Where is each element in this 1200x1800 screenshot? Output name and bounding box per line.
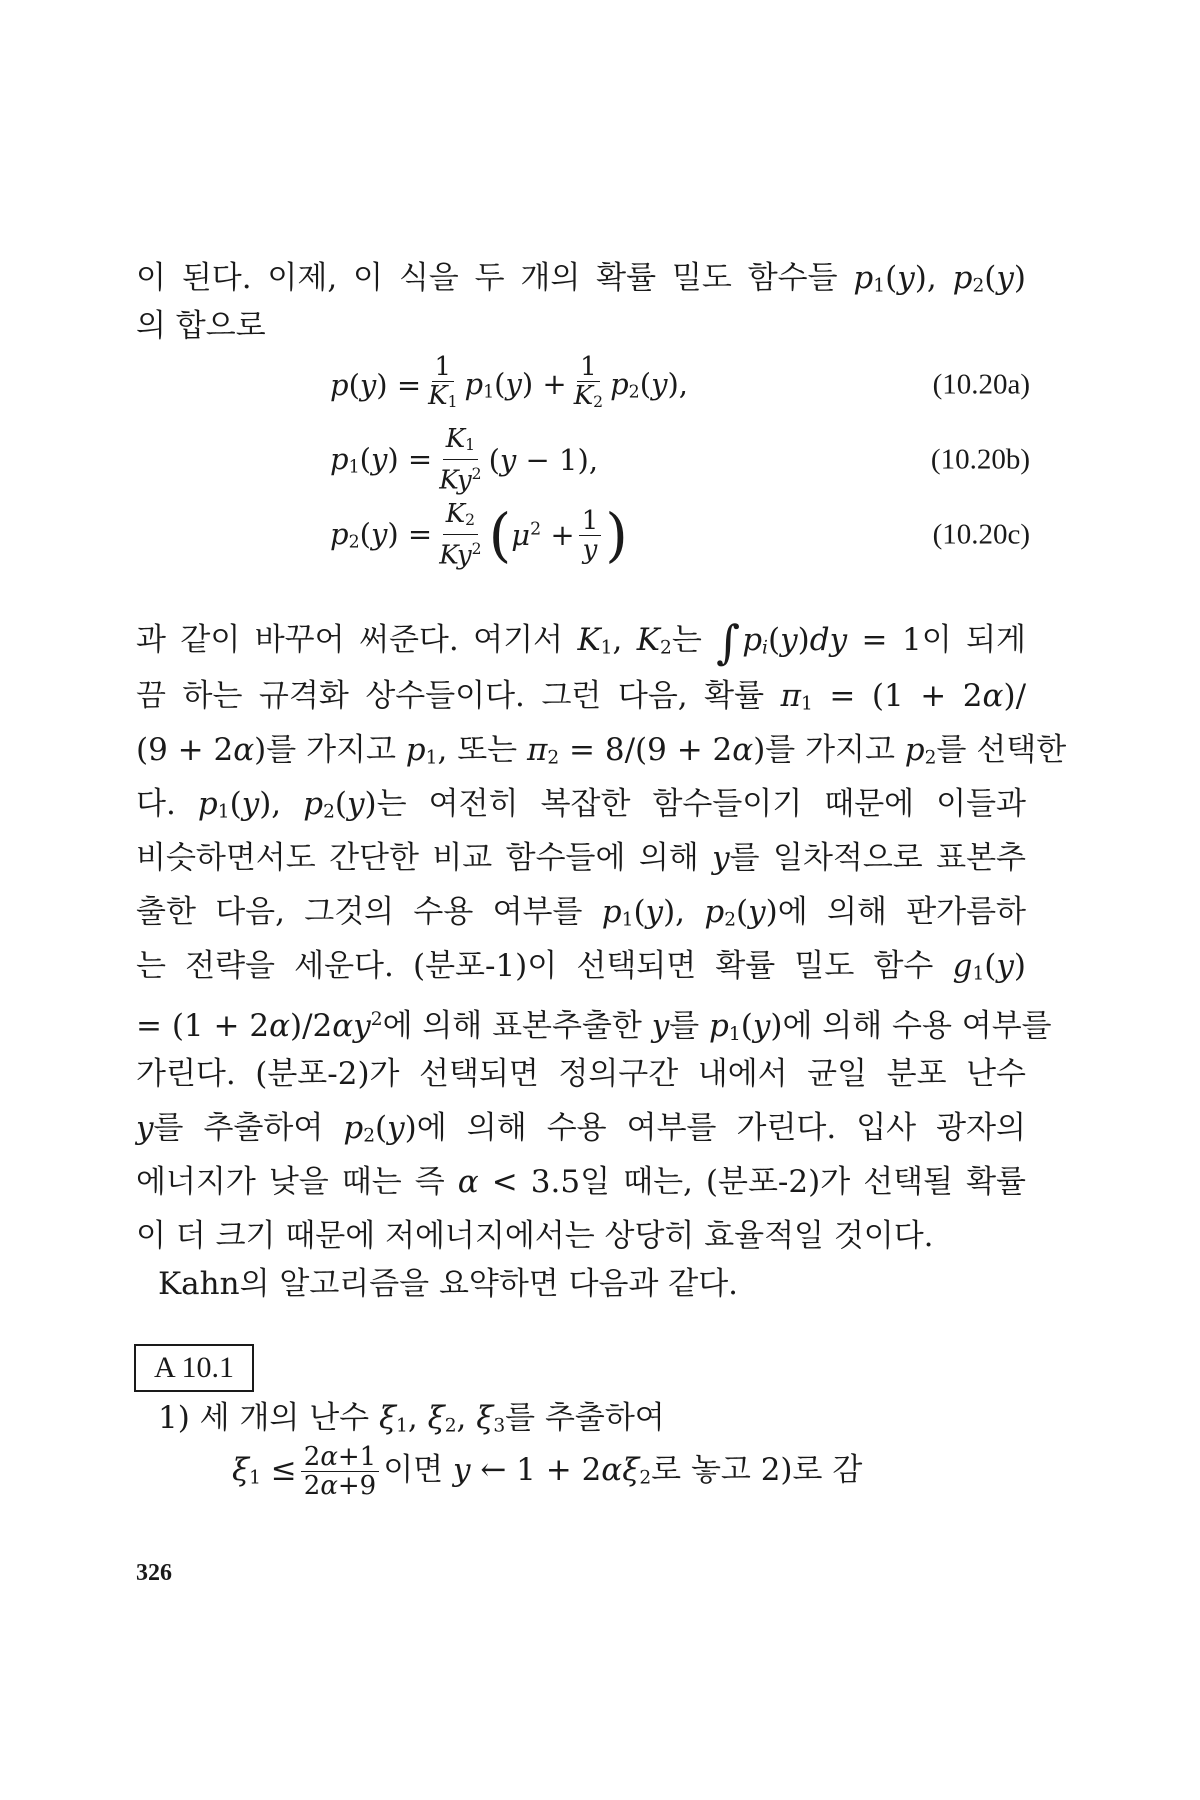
text-line: Kahn의 알고리즘을 요약하면 다음과 같다. xyxy=(158,1266,739,1302)
equation-10-20c: $p_2(y)$ = $\frac{K_2}{Ky^2}$ ( $\mu^2$ + $\frac{1}{y}$ ) (10.20c) xyxy=(330,499,1030,571)
algorithm-step-1: 1) 세 개의 난수 $\xi_1$, $\xi_2$, $\xi_3$를 추출하여 xyxy=(158,1400,665,1437)
text-line: 가린다. (분포-2)가 선택되면 정의구간 내에서 균일 분포 난수 xyxy=(136,1056,1026,1092)
text-line: 비슷하면서도 간단한 비교 함수들에 의해 y를 일차적으로 표본추 xyxy=(136,840,1027,876)
text-line: 에너지가 낮을 때는 즉 α < 3.5일 때는, (분포-2)가 선택될 확률 xyxy=(136,1164,1027,1200)
text-line: 는 전략을 세운다. (분포-1)이 선택되면 확률 밀도 함수 $g_1(y)$ xyxy=(136,948,1027,985)
text-line: 끔 하는 규격화 상수들이다. 그런 다음, 확률 $\pi_1 = (1 + 2\alpha)/$ xyxy=(136,678,1027,715)
text-line: 과 같이 바꾸어 써준다. 여기서 $K_1$, $K_2$는 $\int p_i(y)dy = 1$이 되게 xyxy=(136,615,1026,669)
algorithm-condition: $\xi_1$ ≤ $\frac{2\alpha+1}{2\alpha+9}$ 이면 y ← $1 + 2\alpha\xi_2$로 놓고 2)로 감 xyxy=(232,1442,863,1501)
algorithm-label: A 10.1 xyxy=(134,1344,254,1392)
text-line: 다. $p_1(y)$, $p_2(y)$는 여전히 복잡한 함수들이기 때문에 이들과 xyxy=(136,786,1026,823)
equation-10-20b: $p_1(y)$ = $\frac{K_1}{Ky^2}$ (y − 1), (10.20b) xyxy=(330,424,1030,496)
text-line: (9 + 2α)를 가지고 $p_1$, 또는 $\pi_2 = 8/(9 + 2\alpha)$를 가지고 $p_2$를 선택한 xyxy=(136,732,1067,769)
text-line: 출한 다음, 그것의 수용 여부를 $p_1(y)$, $p_2(y)$에 의해 판가름하 xyxy=(136,894,1026,931)
text-line: 이 더 크기 때문에 저에너지에서는 상당히 효율적일 것이다. xyxy=(136,1218,934,1254)
equation-tag: (10.20c) xyxy=(932,518,1030,551)
equation-10-20a: p(y) = $\frac{1}{K_1}$ $p_1(y)$ + $\frac{1}{K_2}$ $p_2(y)$, (10.20a) xyxy=(330,352,1030,412)
equation-tag: (10.20a) xyxy=(932,368,1030,401)
text-line: y를 추출하여 $p_2(y)$에 의해 수용 여부를 가린다. 입사 광자의 xyxy=(136,1110,1026,1147)
text-line: = $(1 + 2\alpha)/2\alpha y^2$에 의해 표본추출한 y를 $p_1(y)$에 의해 수용 여부를 xyxy=(136,1008,1052,1045)
text-line: 이 된다. 이제, 이 식을 두 개의 확률 밀도 함수들 $p_1(y)$, $p_2(y)$ xyxy=(136,260,1027,297)
equation-tag: (10.20b) xyxy=(930,443,1030,476)
text-line: 의 합으로 xyxy=(136,308,266,344)
page-number: 326 xyxy=(136,1560,172,1586)
